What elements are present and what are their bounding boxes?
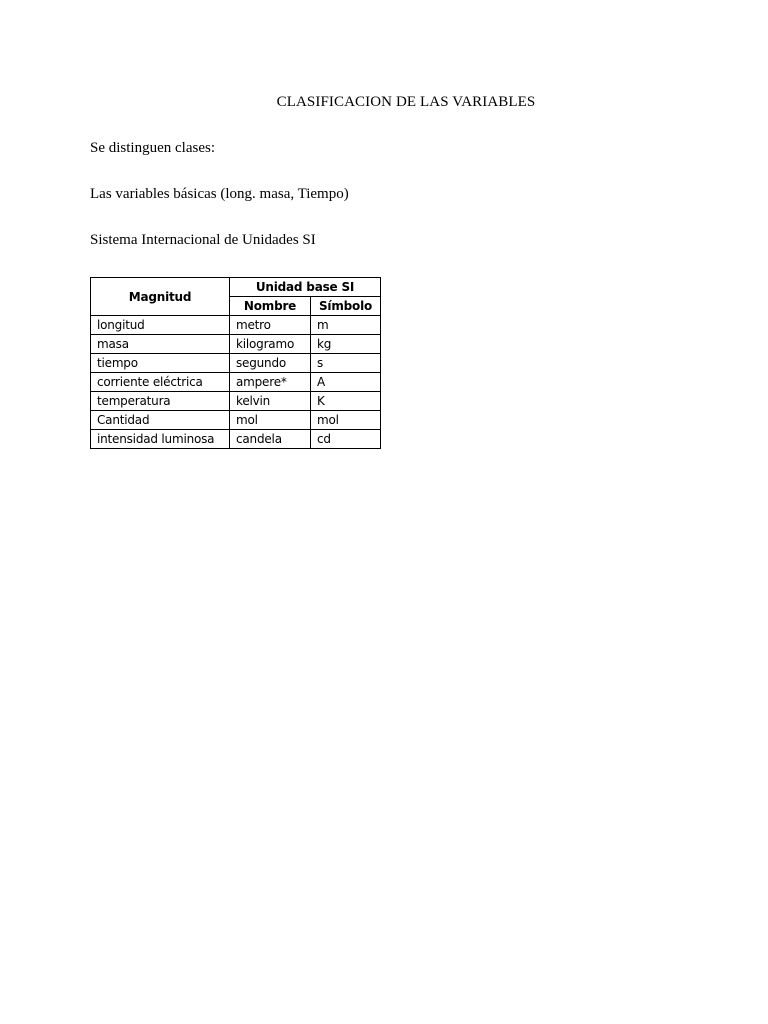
cell-nombre: segundo	[230, 354, 311, 373]
cell-simbolo: m	[311, 316, 381, 335]
cell-simbolo: mol	[311, 411, 381, 430]
document-title: CLASIFICACION DE LAS VARIABLES	[276, 94, 536, 110]
cell-nombre: candela	[230, 430, 311, 449]
si-units-table	[90, 277, 381, 449]
cell-magnitud: corriente eléctrica	[91, 373, 230, 392]
cell-simbolo: s	[311, 354, 381, 373]
cell-magnitud: tiempo	[91, 354, 230, 373]
cell-simbolo: cd	[311, 430, 381, 449]
table-header-row	[91, 278, 381, 297]
table-row	[91, 392, 381, 411]
header-unidad-base: Unidad base SI	[230, 278, 381, 297]
cell-nombre: mol	[230, 411, 311, 430]
table-row	[91, 335, 381, 354]
header-simbolo: Símbolo	[311, 297, 381, 316]
cell-magnitud: longitud	[91, 316, 230, 335]
table-row	[91, 316, 381, 335]
paragraph-variables-basicas: Las variables básicas (long. masa, Tiempo)	[90, 186, 349, 202]
cell-simbolo: kg	[311, 335, 381, 354]
table-row	[91, 373, 381, 392]
header-nombre: Nombre	[230, 297, 311, 316]
paragraph-clases: Se distinguen clases:	[90, 140, 215, 156]
table-row	[91, 430, 381, 449]
cell-nombre: metro	[230, 316, 311, 335]
table-row	[91, 354, 381, 373]
cell-magnitud: Cantidad	[91, 411, 230, 430]
cell-magnitud: masa	[91, 335, 230, 354]
cell-nombre: kilogramo	[230, 335, 311, 354]
cell-nombre: ampere*	[230, 373, 311, 392]
table-row	[91, 411, 381, 430]
cell-magnitud: intensidad luminosa	[91, 430, 230, 449]
cell-nombre: kelvin	[230, 392, 311, 411]
cell-simbolo: K	[311, 392, 381, 411]
cell-magnitud: temperatura	[91, 392, 230, 411]
header-magnitud: Magnitud	[91, 278, 230, 316]
paragraph-sistema-internacional: Sistema Internacional de Unidades SI	[90, 232, 316, 248]
cell-simbolo: A	[311, 373, 381, 392]
